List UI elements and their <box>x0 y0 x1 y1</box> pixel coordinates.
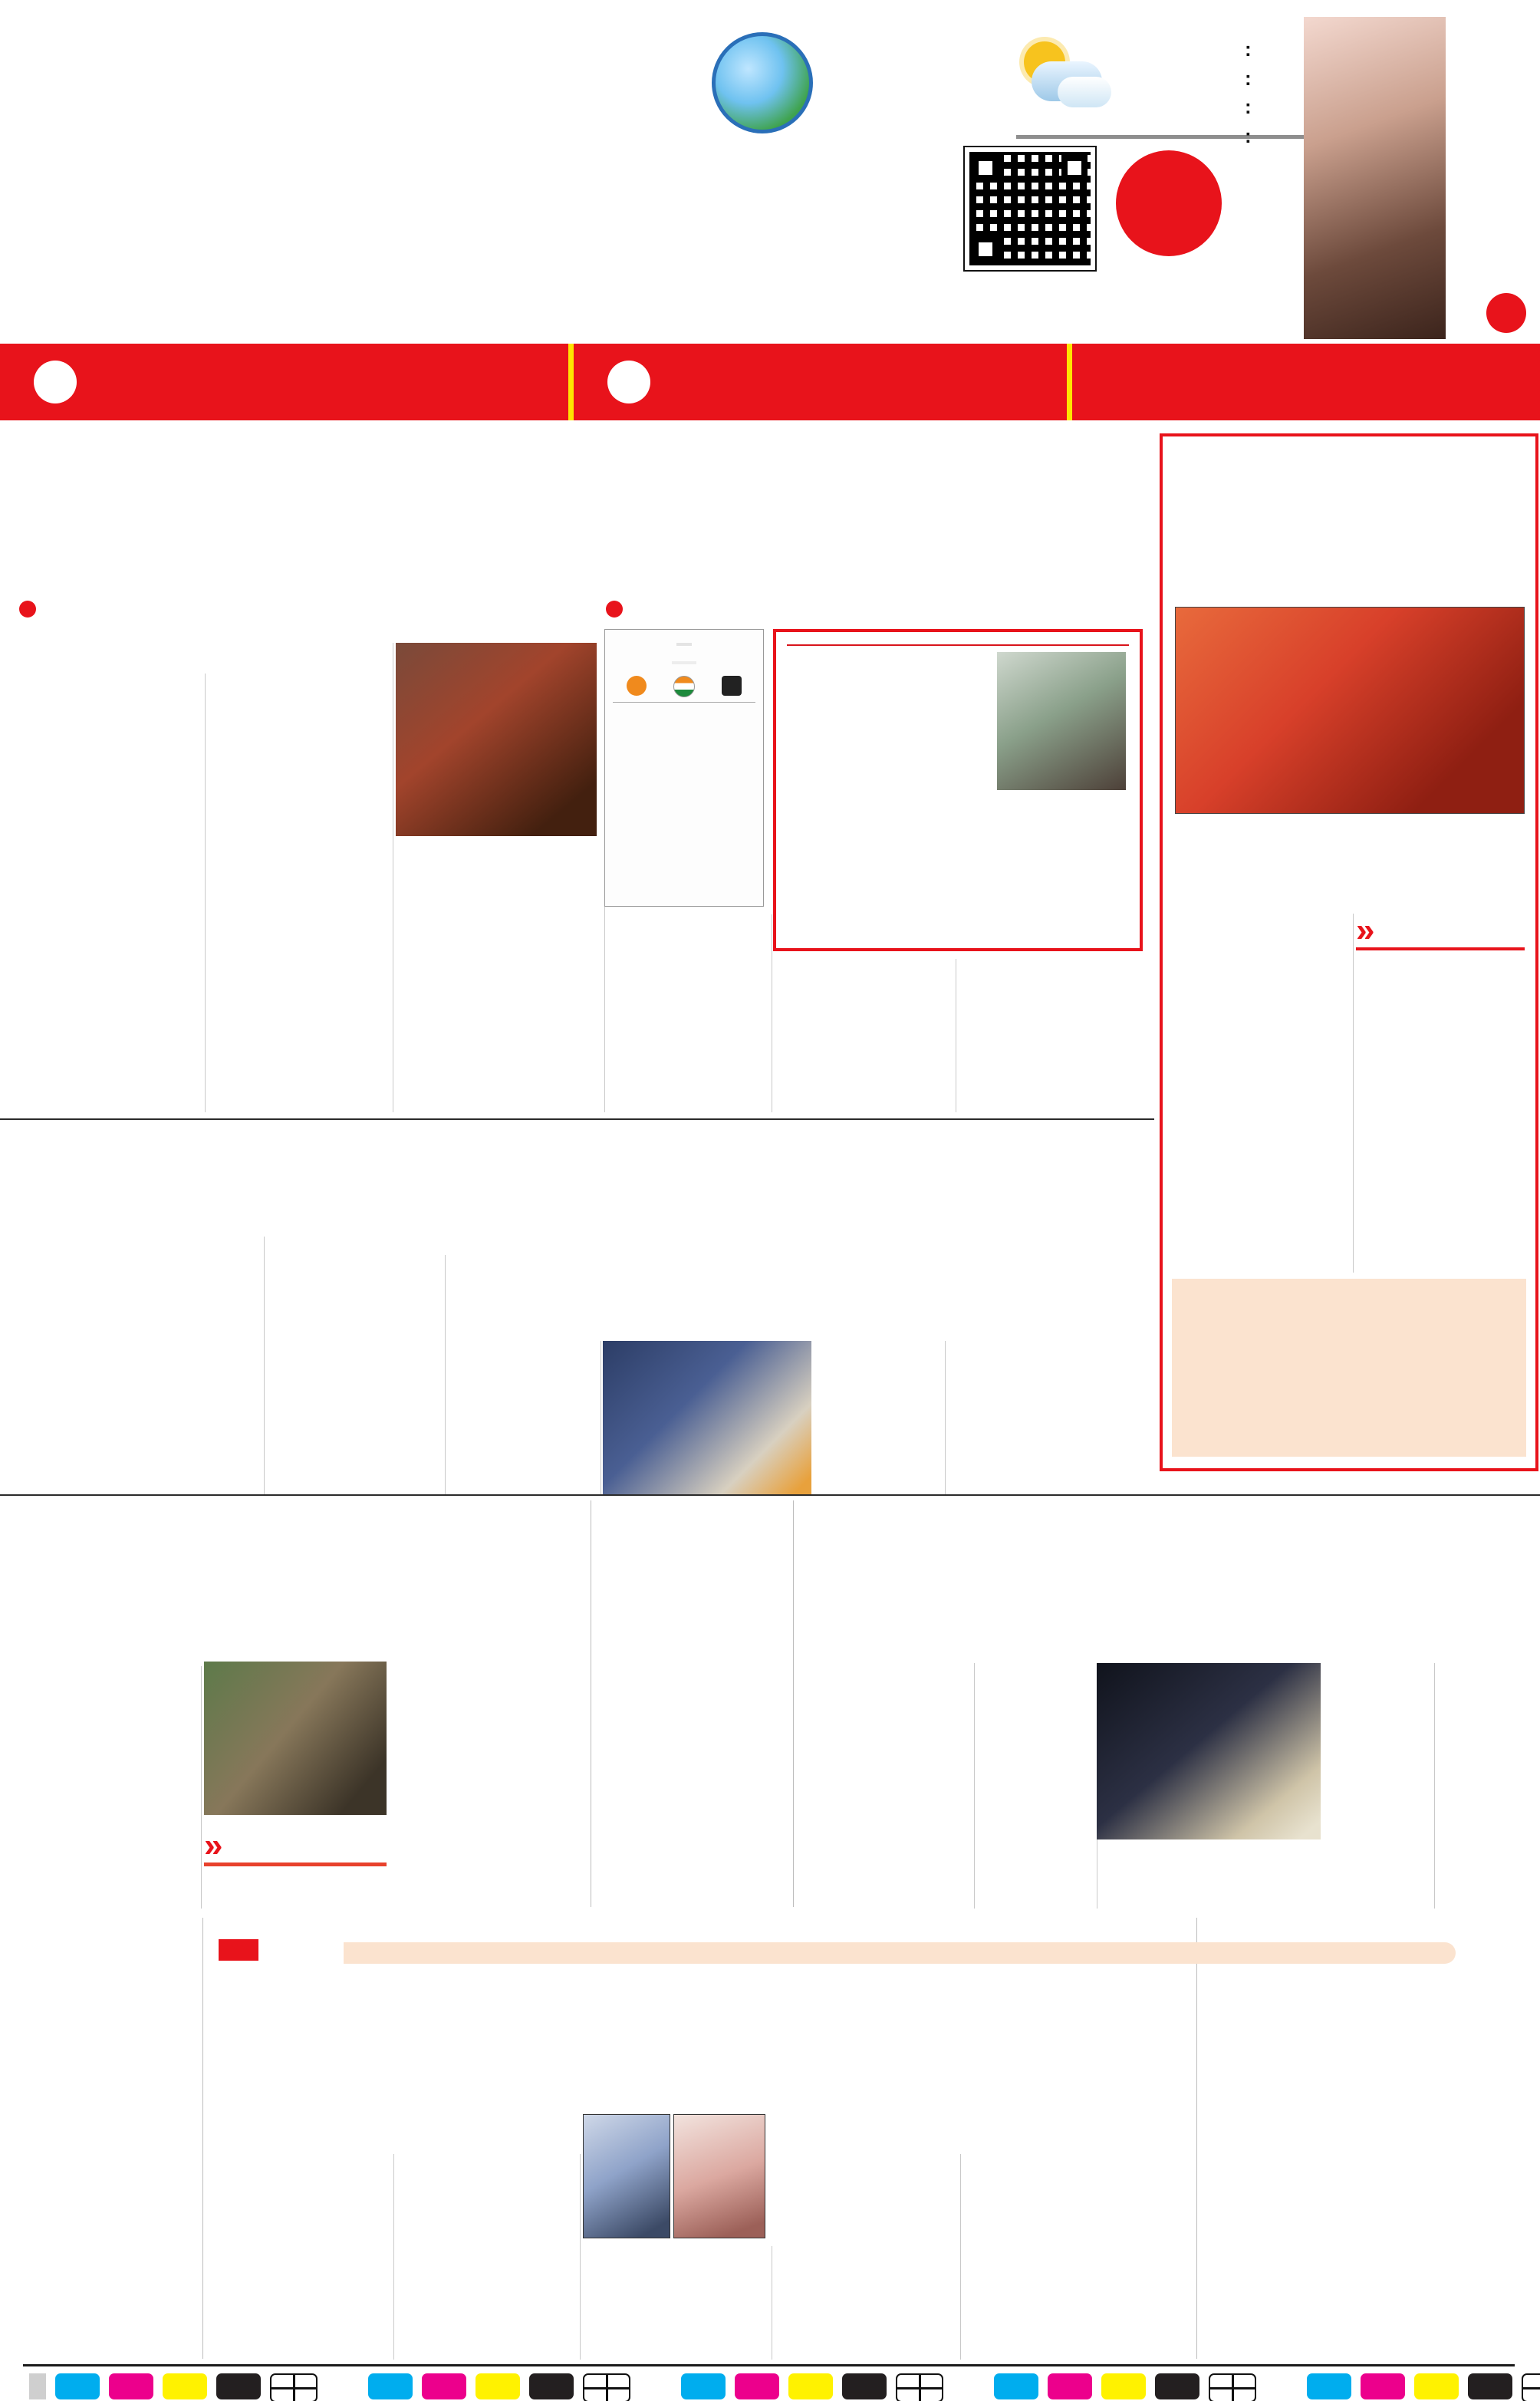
bengal-column-3 <box>583 2246 772 2360</box>
kharge-photo <box>997 652 1126 790</box>
supreme-court-photo <box>673 2114 765 2238</box>
congress-stat <box>660 676 707 697</box>
khandwa-continuation <box>12 1873 196 1927</box>
highcourt-body <box>951 1203 1149 1494</box>
lead-column-2 <box>209 643 393 1112</box>
cmyk-bar <box>994 2373 1256 2401</box>
nadda-column-3 <box>821 1341 946 1494</box>
mamata-photo <box>583 2114 670 2238</box>
registration-mark-icon <box>1522 2373 1540 2401</box>
cmyk-bar <box>368 2373 630 2401</box>
yogi-photo <box>1175 607 1525 814</box>
khandwa-column-1 <box>15 1666 202 1909</box>
khandwa-pullquote <box>204 1826 387 1866</box>
khandwa-column-2 <box>397 1662 580 1909</box>
price-badge <box>1116 150 1222 256</box>
bjp-stat <box>613 676 660 697</box>
modi-yunus-photo <box>1097 1663 1321 1839</box>
lead-column-3 <box>396 844 605 1112</box>
poonam-body <box>600 1588 784 1909</box>
bengal-column-1 <box>219 2154 394 2360</box>
bengal-column-4 <box>775 2154 961 2360</box>
cmyk-bar <box>1307 2373 1540 2401</box>
lead-column-5 <box>773 959 956 1112</box>
min-temp-label <box>1130 122 1245 151</box>
virasat-body <box>1183 1291 1515 1414</box>
bengal-kicker <box>344 1942 1456 1964</box>
actress-photo <box>1304 17 1446 339</box>
virasat-box <box>1172 1279 1526 1457</box>
max-temp-label <box>1130 93 1245 122</box>
others-symbol <box>722 676 742 696</box>
yogi-column-1 <box>1175 914 1354 1273</box>
rajyasabha-number-infographic <box>604 629 764 907</box>
qr-code-icon <box>965 147 1095 270</box>
sunrise-label <box>1130 35 1245 64</box>
sansad-body <box>1209 2025 1529 2360</box>
infographic-support <box>613 702 755 706</box>
nadda-column-2 <box>449 1341 601 1494</box>
lead-column-4 <box>604 914 772 1112</box>
strip-page-1 <box>34 361 77 403</box>
khandwa-crowd-photo <box>204 1662 387 1815</box>
strip-item-1 <box>0 361 568 403</box>
bimstec-below-photo <box>1097 1846 1321 1909</box>
strip-separator <box>1067 344 1072 420</box>
kharge-body-1 <box>787 652 988 790</box>
cmyk-bar <box>681 2373 943 2401</box>
lead-column-1 <box>19 674 206 1112</box>
bimstec-column-4 <box>1436 1663 1532 1909</box>
registration-mark-icon <box>1209 2373 1256 2401</box>
lead-bullet-2 <box>606 592 633 624</box>
congress-symbol <box>673 676 695 697</box>
infographic-total <box>672 661 696 664</box>
kharge-body-2 <box>787 795 1134 929</box>
registration-mark-icon <box>583 2373 630 2401</box>
sunset-label <box>1130 64 1245 94</box>
cmyk-bar <box>55 2373 318 2401</box>
bjp-symbol <box>627 676 647 696</box>
bengal-column-5 <box>963 2154 1186 2360</box>
chevron-icon: » <box>204 1826 223 1864</box>
print-gray-patch <box>29 2373 46 2399</box>
nadda-column-1 <box>267 1255 446 1494</box>
yogi-story-box <box>1160 433 1538 1471</box>
teaser-page-badge <box>1486 293 1526 333</box>
bengal-column-2 <box>397 2154 581 2360</box>
lead-column-6 <box>960 959 1143 1112</box>
registration-mark-icon <box>896 2373 943 2401</box>
decision-label <box>219 1939 258 1961</box>
yogi-pullquote <box>1356 911 1525 950</box>
edition-label <box>934 305 941 335</box>
kharge-headline <box>787 640 1129 646</box>
lead-bullet-1 <box>19 592 47 624</box>
newspaper-logo <box>712 32 813 133</box>
highlights-strip <box>0 344 1540 420</box>
yogi-column-2 <box>1356 1042 1525 1273</box>
infographic-tag <box>676 643 692 646</box>
weather-panel: : : : : <box>1016 6 1317 139</box>
kharge-box <box>773 629 1143 951</box>
chevron-icon: » <box>1356 911 1375 949</box>
strip-separator <box>568 344 574 420</box>
revanth-body <box>12 2025 196 2347</box>
others-stat <box>709 676 755 697</box>
bimstec-column-2 <box>976 1663 1097 1909</box>
strip-page-2 <box>607 361 650 403</box>
trump-body <box>17 1237 265 1494</box>
registration-mark-icon <box>270 2373 318 2401</box>
bimstec-column-1 <box>804 1663 975 1909</box>
bimstec-column-3 <box>1330 1663 1435 1909</box>
sudhanshu-trivedi-photo <box>396 643 597 836</box>
strip-item-2 <box>574 361 1067 403</box>
nadda-photo <box>603 1341 811 1494</box>
